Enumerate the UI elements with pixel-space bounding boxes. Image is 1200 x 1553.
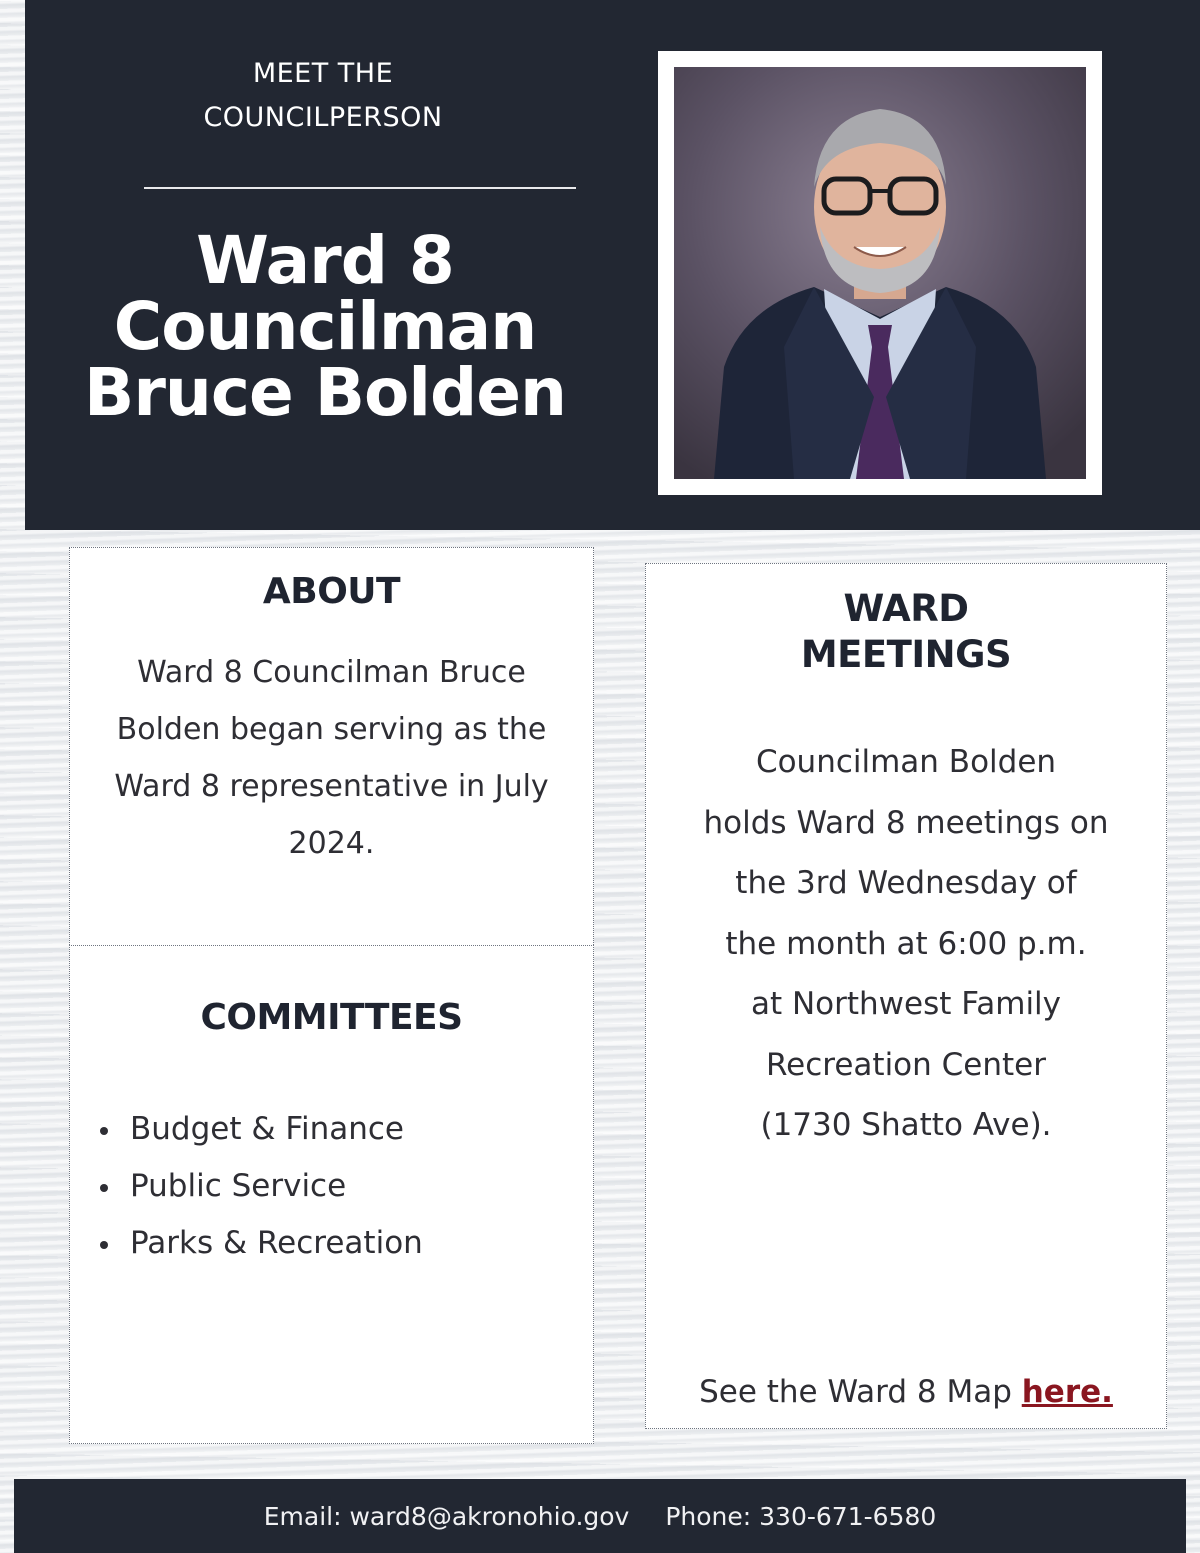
title-line: Councilman <box>113 288 537 365</box>
committees-title: COMMITTEES <box>200 997 463 1038</box>
ward-meetings-section <box>645 563 1167 1429</box>
footer-phone[interactable]: Phone: 330-671-6580 <box>665 1501 937 1531</box>
ward-meetings-text <box>646 732 1166 1156</box>
ward-map-line <box>646 1374 1166 1410</box>
text-line: at Northwest Family <box>750 986 1062 1022</box>
title-line: Bruce Bolden <box>84 354 566 431</box>
ward-map-text: See the Ward 8 Map <box>699 1374 1022 1410</box>
ward-map-link[interactable]: here. <box>1021 1374 1113 1410</box>
text-line: Councilman Bolden <box>755 744 1057 780</box>
page-title <box>65 222 585 431</box>
header-divider <box>144 187 576 189</box>
text-line: Recreation Center <box>766 1046 1046 1083</box>
header-banner <box>25 0 1200 530</box>
list-item: Budget & Finance <box>100 1101 423 1158</box>
list-item: Public Service <box>100 1158 423 1215</box>
footer-email[interactable]: Email: ward8@akronohio.gov <box>263 1501 630 1531</box>
title-line: MEETINGS <box>800 633 1012 676</box>
text-line: the 3rd Wednesday of <box>735 865 1077 901</box>
text-line: holds Ward 8 meetings on <box>703 804 1109 841</box>
committees-section <box>69 945 594 1444</box>
portrait-photo <box>674 67 1086 479</box>
kicker-line: MEET THE <box>252 58 394 89</box>
contact-footer <box>14 1479 1186 1553</box>
title-line: Ward 8 <box>196 222 454 299</box>
portrait-photo-frame <box>658 51 1102 495</box>
text-line: (1730 Shatto Ave). <box>760 1107 1052 1143</box>
kicker-line: COUNCILPERSON <box>203 102 443 133</box>
about-title: ABOUT <box>262 571 401 612</box>
kicker-heading <box>145 52 501 140</box>
committees-list <box>100 1101 423 1272</box>
list-item: Parks & Recreation <box>100 1215 423 1272</box>
about-section <box>69 547 594 947</box>
title-line: WARD <box>843 587 969 630</box>
about-text: Ward 8 Councilman Bruce Bolden began serving as the Ward 8 representative in July 2024. <box>114 655 549 861</box>
ward-meetings-title <box>646 586 1166 678</box>
text-line: the month at 6:00 p.m. <box>725 925 1087 962</box>
